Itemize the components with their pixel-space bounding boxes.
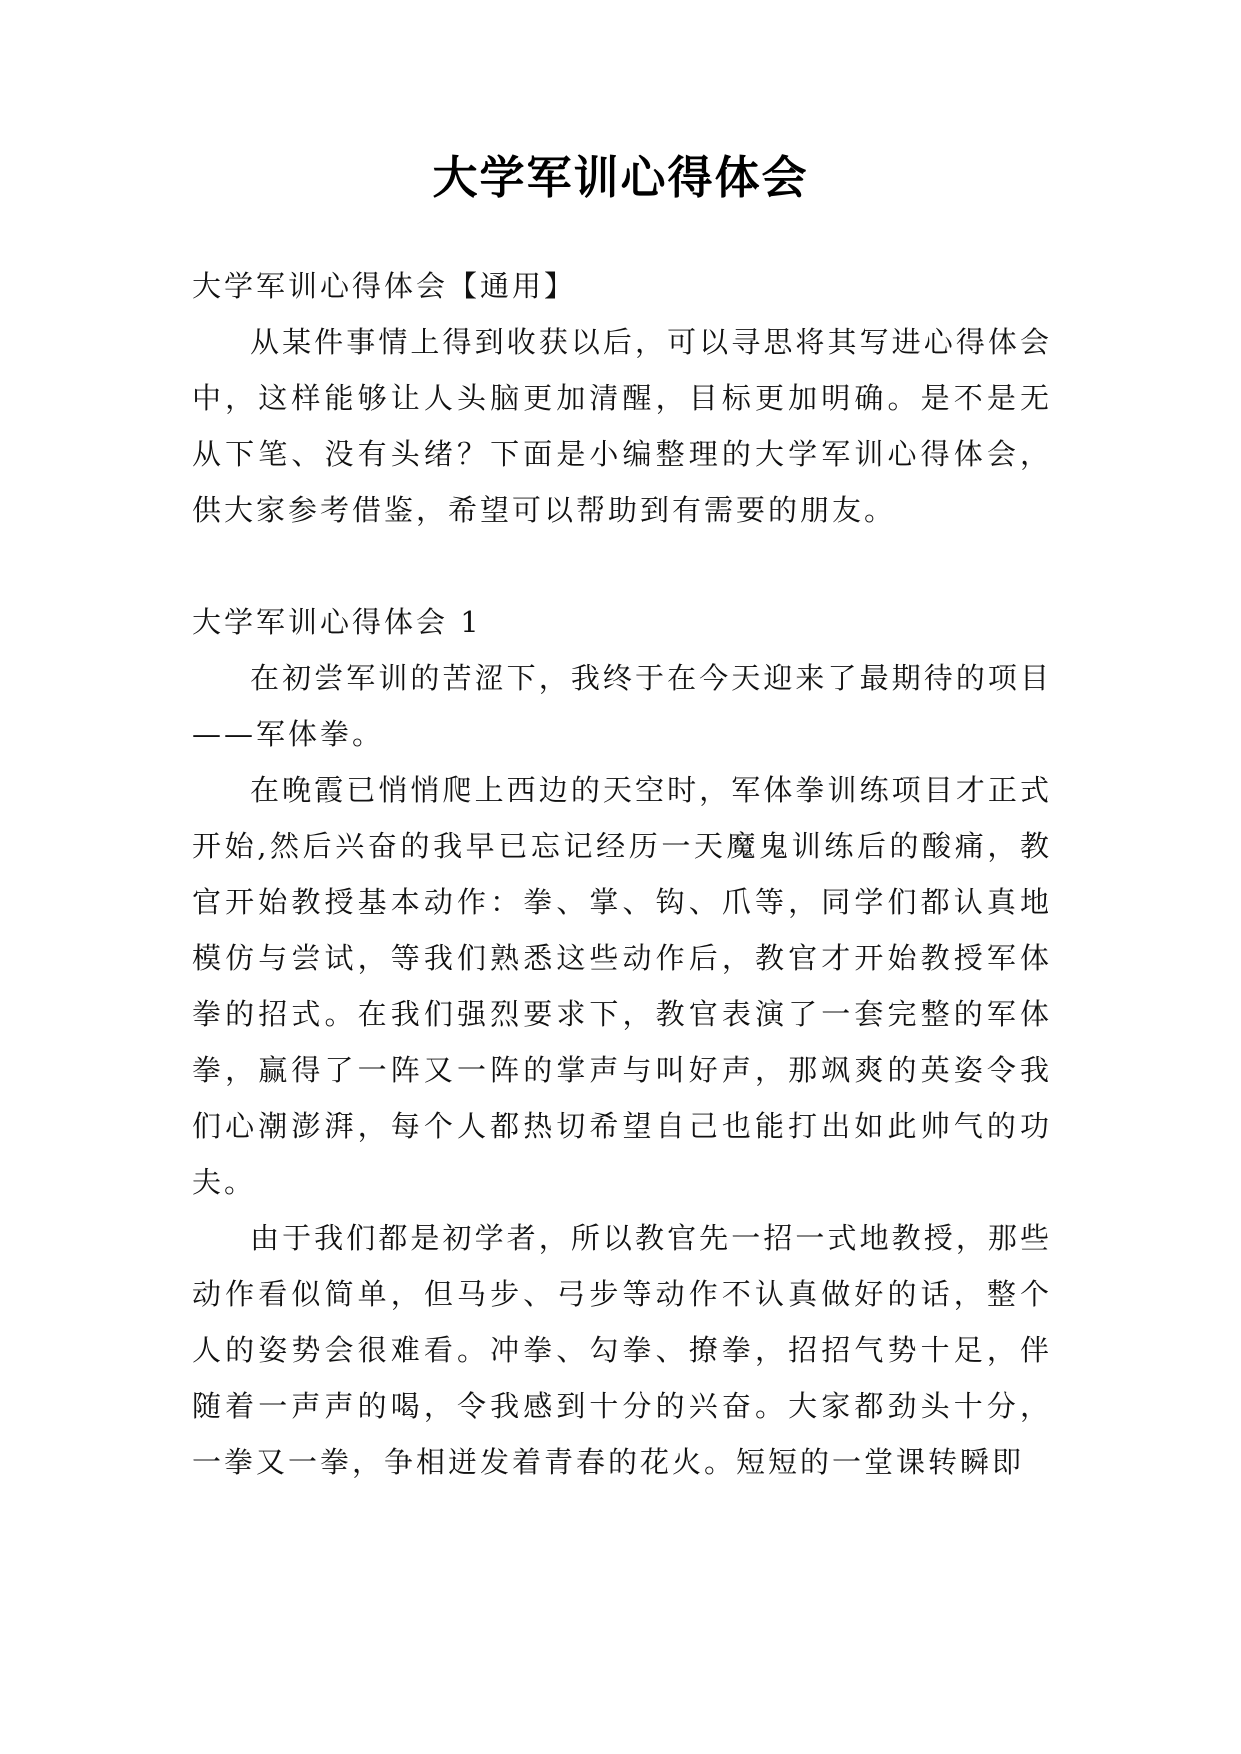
document-body: [192, 258, 1052, 1490]
section-spacer: [192, 538, 1052, 594]
section-heading: 大学军训心得体会 1: [192, 605, 482, 639]
body-paragraph: 在初尝军训的苦涩下，我终于在今天迎来了最期待的项目——军体拳。: [192, 661, 1052, 751]
document-title: 大学军训心得体会: [432, 151, 809, 204]
intro-paragraph: 从某件事情上得到收获以后，可以寻思将其写进心得体会中，这样能够让人头脑更加清醒，目标更加明确。是不是无从下笔、没有头绪？下面是小编整理的大学军训心得体会，供大家参考借鉴，希望可以帮助到有需要的朋友。: [192, 325, 1052, 527]
body-paragraph: 由于我们都是初学者，所以教官先一招一式地教授，那些动作看似简单，但马步、弓步等动作不认真做好的话，整个人的姿势会很难看。冲拳、勾拳、撩拳，招招气势十足，伴随着一声声的喝，令我感到十分的兴奋。大家都劲头十分，一拳又一拳，争相迸发着青春的花火。短短的一堂课转瞬即: [192, 1221, 1052, 1479]
body-paragraph: 在晚霞已悄悄爬上西边的天空时，军体拳训练项目才正式开始,然后兴奋的我早已忘记经历一天魔鬼训练后的酸痛，教官开始教授基本动作：拳、掌、钩、爪等，同学们都认真地模仿与尝试，等我们熟悉这些动作后，教官才开始教授军体拳的招式。在我们强烈要求下，教官表演了一套完整的军体拳，赢得了一阵又一阵的掌声与叫好声，那飒爽的英姿令我们心潮澎湃，每个人都热切希望自己也能打出如此帅气的功夫。: [192, 773, 1052, 1199]
intro-heading: 大学军训心得体会【通用】: [192, 269, 577, 303]
